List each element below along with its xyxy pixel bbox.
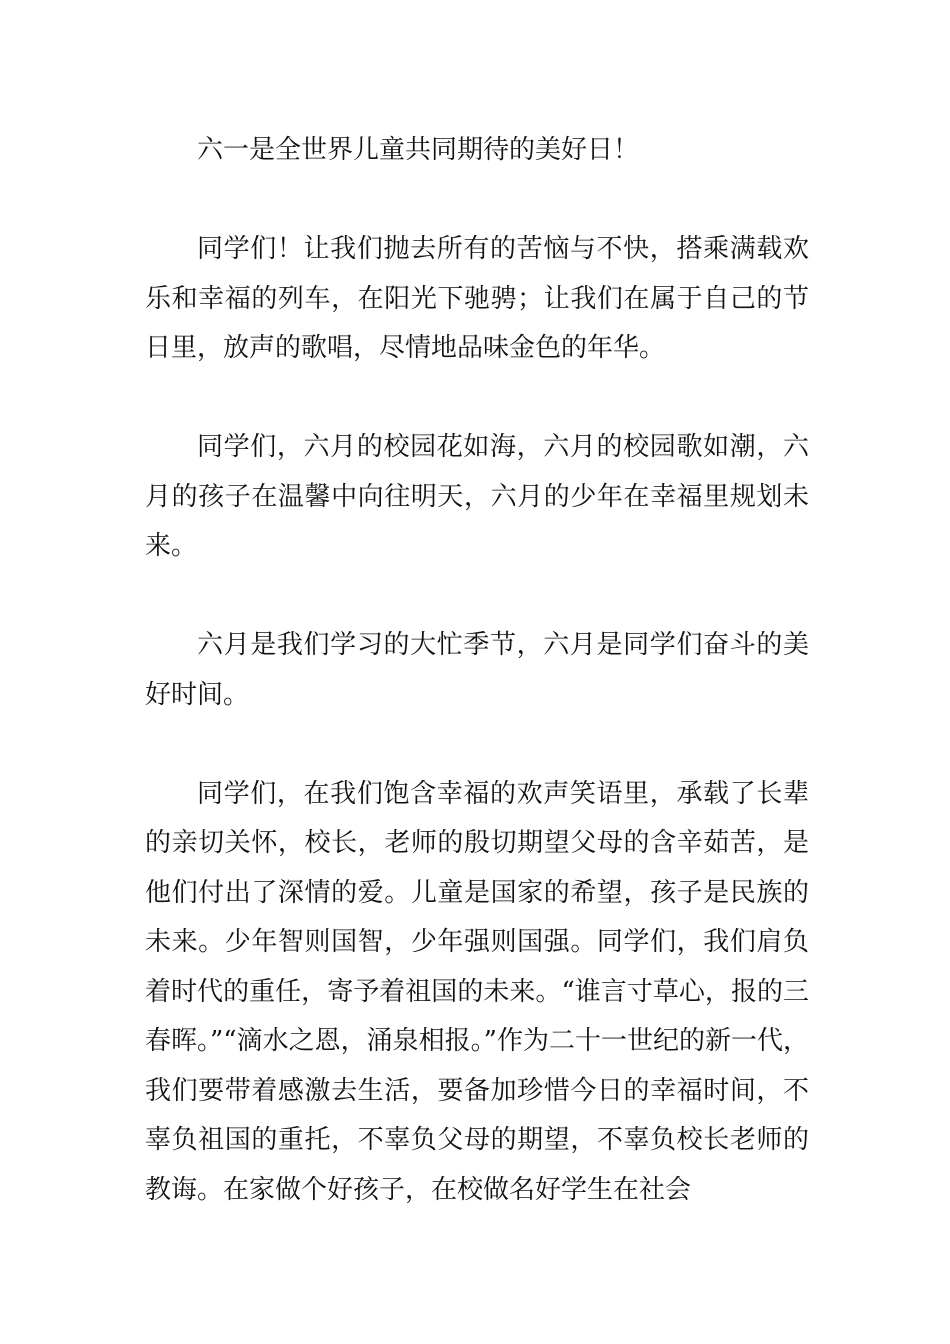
paragraph-1: 六一是全世界儿童共同期待的美好日！ xyxy=(197,135,640,165)
paragraph-4: 六月是我们学习的大忙季节，六月是同学们奋斗的美好时间。 xyxy=(145,630,809,710)
paragraph-2: 同学们！让我们抛去所有的苦恼与不快，搭乘满载欢乐和幸福的列车，在阳光下驰骋；让我们在属于自己的节日里，放声的歌唱，尽情地品味金色的年华。 xyxy=(145,234,809,363)
document-body xyxy=(145,126,809,1265)
paragraph-3: 同学们，六月的校园花如海，六月的校园歌如潮，六月的孩子在温馨中向往明天，六月的少年在幸福里规划未来。 xyxy=(145,432,809,561)
paragraph-5: 同学们，在我们饱含幸福的欢声笑语里，承载了长辈的亲切关怀，校长，老师的殷切期望父母的含辛茹苦，是他们付出了深情的爱。儿童是国家的希望，孩子是民族的未来。少年智则国智，少年强则国强。同学们，我们肩负着时代的重任，寄予着祖国的未来。“谁言寸草心，报的三春晖。”“滴水之恩，涌泉相报。”作为二十一世纪的新一代，我们要带着感激去生活，要备加珍惜今日的幸福时间，不辜负祖国的重托，不辜负父母的期望，不辜负校长老师的教诲。在家做个好孩子，在校做名好学生在社会 xyxy=(145,778,809,1205)
